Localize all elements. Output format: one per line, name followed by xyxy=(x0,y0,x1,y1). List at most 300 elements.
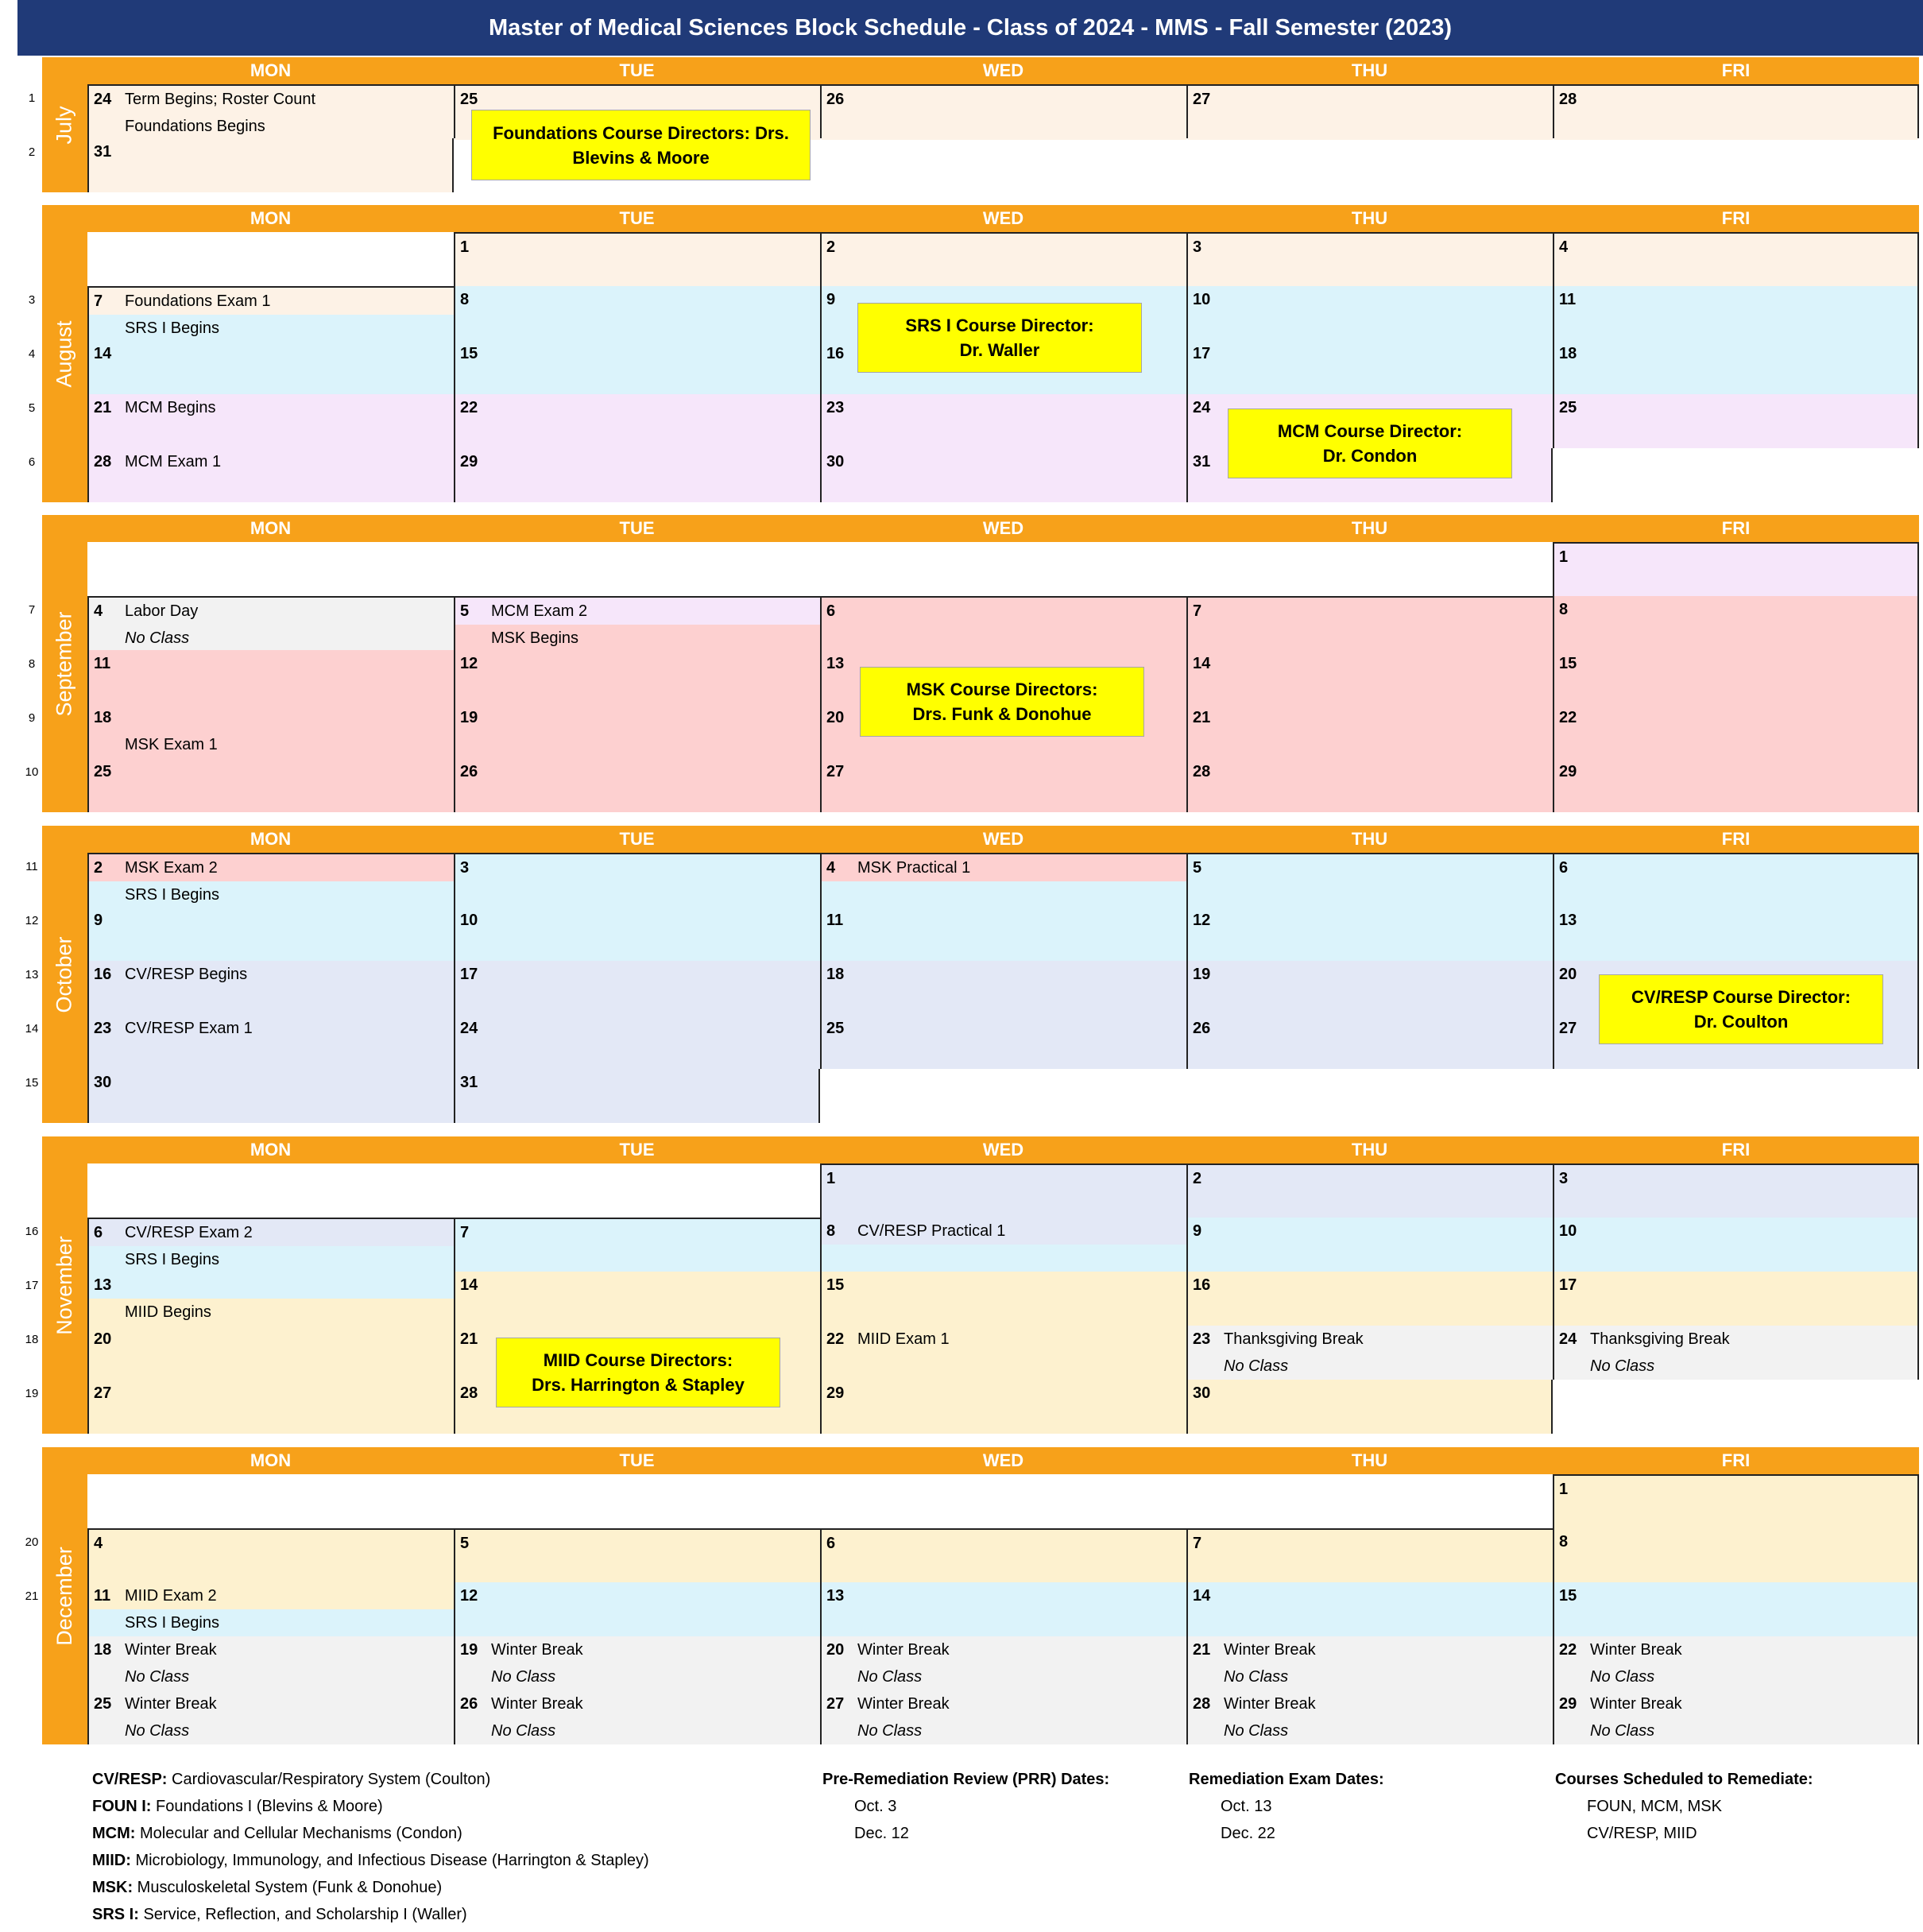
day-cell[interactable] xyxy=(1553,394,1919,448)
cell-band xyxy=(1188,785,1553,812)
day-number: 28 xyxy=(460,1384,478,1402)
day-number: 13 xyxy=(826,1587,845,1605)
cell-band xyxy=(455,261,820,288)
day-cell[interactable] xyxy=(820,394,1186,448)
cell-band xyxy=(455,704,820,731)
no-class-note: No Class xyxy=(1224,1357,1289,1375)
week-row xyxy=(28,596,1919,650)
day-cell[interactable] xyxy=(87,1636,454,1690)
course-director-callout-msk xyxy=(860,667,1144,737)
day-number: 15 xyxy=(826,1276,845,1294)
event-label: Winter Break xyxy=(125,1695,217,1713)
day-cell[interactable] xyxy=(1553,853,1919,907)
day-number: 21 xyxy=(1193,1641,1211,1659)
day-cell[interactable] xyxy=(1186,1015,1553,1069)
page-title: Master of Medical Sciences Block Schedule - Class of 2024 - MMS - Fall Semester (2023) xyxy=(17,0,1923,56)
callout-line: Drs. Funk & Donohue xyxy=(912,704,1092,724)
day-header-tue: TUE xyxy=(619,1450,655,1470)
day-cell[interactable] xyxy=(87,961,454,1015)
day-number: 21 xyxy=(94,399,112,416)
day-cell[interactable] xyxy=(454,1218,820,1272)
day-cell[interactable] xyxy=(1186,1272,1553,1326)
event-label: MSK Exam 2 xyxy=(125,859,218,877)
month-july xyxy=(0,57,1923,192)
day-number: 5 xyxy=(460,1535,470,1552)
cell-band xyxy=(455,421,820,448)
day-cell[interactable] xyxy=(1553,907,1919,961)
day-cell[interactable] xyxy=(454,1528,820,1582)
cell-band xyxy=(89,1407,454,1434)
day-cell[interactable] xyxy=(1186,596,1553,650)
day-cell[interactable] xyxy=(1553,1163,1919,1218)
day-cell[interactable] xyxy=(1553,650,1919,704)
cell-band xyxy=(455,1557,820,1584)
day-cell[interactable] xyxy=(87,1015,454,1069)
day-cell[interactable] xyxy=(1186,1218,1553,1272)
day-number: 22 xyxy=(460,399,478,416)
legend-courses-item: CV/RESP, MIID xyxy=(1587,1825,1697,1842)
day-cell[interactable] xyxy=(87,596,454,650)
day-cell[interactable] xyxy=(454,448,820,502)
week-number: 21 xyxy=(25,1589,39,1603)
day-cell[interactable] xyxy=(1186,758,1553,812)
day-number: 3 xyxy=(1193,238,1202,256)
day-number: 7 xyxy=(460,1224,470,1241)
day-cell[interactable] xyxy=(87,84,454,138)
day-header-thu: THU xyxy=(1351,518,1388,538)
day-cell[interactable] xyxy=(820,1582,1186,1636)
day-cell[interactable] xyxy=(87,1218,454,1272)
cell-band xyxy=(1188,1015,1553,1042)
day-cell[interactable] xyxy=(1553,340,1919,394)
cell-band xyxy=(822,234,1186,261)
day-number: 9 xyxy=(94,912,103,929)
month-name-text: September xyxy=(52,610,77,717)
abbreviation-meaning: Musculoskeletal System (Funk & Donohue) xyxy=(137,1879,443,1896)
event-label: MCM Exam 1 xyxy=(125,453,222,470)
day-cell[interactable] xyxy=(454,704,820,758)
day-cell[interactable] xyxy=(1553,596,1919,650)
day-cell[interactable] xyxy=(1186,704,1553,758)
day-number: 3 xyxy=(1559,1170,1569,1187)
event-label: Labor Day xyxy=(125,602,199,620)
day-cell[interactable] xyxy=(454,1690,820,1744)
day-cell[interactable] xyxy=(1186,84,1553,138)
day-number: 8 xyxy=(826,1222,836,1240)
day-number: 10 xyxy=(1559,1222,1577,1240)
day-cell[interactable] xyxy=(87,1272,454,1326)
no-class-note: No Class xyxy=(857,1722,923,1740)
course-director-callout-miid xyxy=(496,1338,780,1407)
week-number: 8 xyxy=(28,656,36,671)
event-label: Winter Break xyxy=(1224,1641,1316,1659)
month-tab xyxy=(42,57,87,192)
cell-band xyxy=(455,1096,818,1123)
day-cell[interactable] xyxy=(454,650,820,704)
day-cell[interactable] xyxy=(1553,232,1919,286)
day-cell[interactable] xyxy=(1553,84,1919,138)
day-number: 2 xyxy=(94,859,103,877)
day-cell[interactable] xyxy=(1553,1218,1919,1272)
day-cell[interactable] xyxy=(1186,232,1553,286)
cell-band xyxy=(1188,1299,1553,1326)
week-row xyxy=(25,1326,1919,1380)
day-cell[interactable] xyxy=(454,1272,820,1326)
day-cell[interactable] xyxy=(1186,1636,1553,1690)
day-number: 20 xyxy=(1559,966,1577,983)
day-cell[interactable] xyxy=(454,853,820,907)
week-number: 16 xyxy=(25,1224,39,1238)
event-label: CV/RESP Exam 1 xyxy=(125,1020,253,1037)
day-cell[interactable] xyxy=(87,1528,454,1582)
cell-band xyxy=(1554,113,1917,140)
day-cell[interactable] xyxy=(87,704,454,758)
cell-band xyxy=(1554,1476,1917,1503)
legend-prr-item: Oct. 3 xyxy=(854,1798,897,1815)
day-cell[interactable] xyxy=(87,1690,454,1744)
day-number: 1 xyxy=(826,1170,836,1187)
cell-band xyxy=(455,731,820,758)
abbreviation-meaning: Foundations I (Blevins & Moore) xyxy=(156,1798,383,1815)
day-cell[interactable] xyxy=(820,1163,1186,1218)
day-number: 20 xyxy=(94,1330,112,1348)
cell-band xyxy=(1188,1192,1553,1219)
day-cell[interactable] xyxy=(87,650,454,704)
cell-band xyxy=(1188,313,1553,340)
day-cell[interactable] xyxy=(87,853,454,907)
no-class-note: No Class xyxy=(1590,1668,1655,1686)
no-class-note: No Class xyxy=(491,1668,556,1686)
day-number: 12 xyxy=(460,1587,478,1605)
cell-band xyxy=(455,1609,820,1636)
cell-band xyxy=(455,1530,820,1557)
week-number: 3 xyxy=(28,292,36,307)
day-number: 14 xyxy=(460,1276,478,1294)
day-cell[interactable] xyxy=(1186,1528,1553,1582)
day-cell[interactable] xyxy=(1553,1326,1919,1380)
day-number: 23 xyxy=(826,399,845,416)
day-cell[interactable] xyxy=(820,232,1186,286)
cell-band xyxy=(89,421,454,448)
event-label: MSK Exam 1 xyxy=(125,736,218,753)
callout-line: Blevins & Moore xyxy=(572,147,710,168)
cell-band xyxy=(1188,286,1553,313)
week-number: 19 xyxy=(25,1386,39,1400)
event-label: Winter Break xyxy=(1224,1695,1316,1713)
day-cell[interactable] xyxy=(820,1015,1186,1069)
day-cell[interactable] xyxy=(87,340,454,394)
cell-band xyxy=(89,704,454,731)
day-number: 18 xyxy=(94,1641,112,1659)
cell-band xyxy=(1188,1407,1551,1434)
day-cell[interactable] xyxy=(87,907,454,961)
day-cell[interactable] xyxy=(454,961,820,1015)
day-cell[interactable] xyxy=(87,138,454,192)
day-number: 16 xyxy=(94,966,112,983)
day-number: 1 xyxy=(1559,548,1569,566)
cell-band xyxy=(455,1246,820,1273)
day-header-tue: TUE xyxy=(619,829,655,849)
day-cell[interactable] xyxy=(454,907,820,961)
week-row xyxy=(25,1069,1919,1123)
cell-band xyxy=(1554,394,1917,421)
cell-band xyxy=(1554,421,1917,448)
course-director-callout-mcm xyxy=(1228,408,1512,478)
cell-band xyxy=(1188,1557,1553,1584)
day-cell[interactable] xyxy=(454,1582,820,1636)
cell-band xyxy=(89,785,454,812)
week-row xyxy=(25,853,1919,907)
cell-band xyxy=(1188,1530,1553,1557)
day-cell[interactable] xyxy=(820,961,1186,1015)
cell-band xyxy=(822,1245,1186,1272)
day-number: 1 xyxy=(460,238,470,256)
day-number: 20 xyxy=(826,1641,845,1659)
day-cell[interactable] xyxy=(87,1069,454,1123)
cell-band xyxy=(455,86,820,113)
cell-band xyxy=(822,1042,1186,1069)
day-number: 20 xyxy=(826,709,845,726)
day-cell[interactable] xyxy=(1186,1326,1553,1380)
day-number: 14 xyxy=(94,345,112,362)
callout-line: MSK Course Directors: xyxy=(906,679,1098,699)
day-cell[interactable] xyxy=(820,1326,1186,1380)
day-header-thu: THU xyxy=(1351,208,1388,228)
event-label: SRS I Begins xyxy=(125,1251,219,1268)
week-row xyxy=(87,1474,1919,1528)
day-cell[interactable] xyxy=(1553,286,1919,340)
day-number: 23 xyxy=(1193,1330,1211,1348)
cell-band xyxy=(89,1096,454,1123)
cell-band xyxy=(89,138,452,165)
month-name-text: October xyxy=(52,935,77,1013)
day-cell[interactable] xyxy=(454,758,820,812)
cell-band xyxy=(1554,623,1917,650)
cell-band xyxy=(1554,234,1917,261)
day-number: 21 xyxy=(1193,709,1211,726)
day-cell[interactable] xyxy=(1553,1272,1919,1326)
day-header-thu: THU xyxy=(1351,829,1388,849)
day-number: 27 xyxy=(1193,91,1211,108)
callout-line: Dr. Coulton xyxy=(1693,1012,1789,1032)
day-cell[interactable] xyxy=(1186,1690,1553,1744)
cell-band xyxy=(89,1557,454,1584)
cell-band xyxy=(1188,340,1553,367)
day-cell[interactable] xyxy=(1186,650,1553,704)
event-label: SRS I Begins xyxy=(125,1614,219,1632)
cell-band xyxy=(822,1015,1186,1042)
cell-band xyxy=(89,934,454,961)
cell-band xyxy=(1554,571,1917,598)
event-label: SRS I Begins xyxy=(125,319,219,337)
day-number: 2 xyxy=(1193,1170,1202,1187)
week-row xyxy=(87,232,1919,286)
day-number: 4 xyxy=(826,859,836,877)
week-row xyxy=(25,1218,1919,1272)
day-cell[interactable] xyxy=(1553,542,1919,596)
day-cell[interactable] xyxy=(1553,1528,1919,1582)
day-cell[interactable] xyxy=(1186,1163,1553,1218)
cell-band xyxy=(1188,731,1553,758)
cell-band xyxy=(822,421,1186,448)
abbreviation-meaning: Molecular and Cellular Mechanisms (Condon) xyxy=(140,1825,462,1842)
day-cell[interactable] xyxy=(820,1218,1186,1272)
day-cell[interactable] xyxy=(1553,1690,1919,1744)
day-header-mon: MON xyxy=(250,518,292,538)
week-row xyxy=(28,448,1919,502)
cell-band xyxy=(455,234,820,261)
day-number: 10 xyxy=(460,912,478,929)
day-cell[interactable] xyxy=(454,340,820,394)
day-number: 4 xyxy=(1559,238,1569,256)
day-number: 8 xyxy=(1559,601,1569,618)
week-row xyxy=(87,1163,1919,1218)
cell-band xyxy=(1188,677,1553,704)
week-row xyxy=(25,1528,1919,1582)
event-label: Winter Break xyxy=(1590,1641,1682,1659)
week-number: 15 xyxy=(25,1075,39,1090)
cell-band xyxy=(455,650,820,677)
day-number: 22 xyxy=(1559,709,1577,726)
no-class-note: No Class xyxy=(857,1668,923,1686)
event-label: Winter Break xyxy=(491,1695,583,1713)
day-cell[interactable] xyxy=(820,448,1186,502)
day-cell[interactable] xyxy=(820,596,1186,650)
day-cell[interactable] xyxy=(454,1015,820,1069)
day-cell[interactable] xyxy=(1553,704,1919,758)
day-cell[interactable] xyxy=(820,1272,1186,1326)
day-number: 26 xyxy=(1193,1020,1211,1037)
day-cell[interactable] xyxy=(820,907,1186,961)
cell-band xyxy=(1188,625,1553,652)
day-cell[interactable] xyxy=(454,1069,820,1123)
day-cell[interactable] xyxy=(1553,1582,1919,1636)
callout-line: MIID Course Directors: xyxy=(543,1350,733,1370)
day-cell[interactable] xyxy=(454,232,820,286)
day-cell[interactable] xyxy=(87,1380,454,1434)
day-cell[interactable] xyxy=(1186,853,1553,907)
day-cell[interactable] xyxy=(820,853,1186,907)
event-label: Term Begins; Roster Count xyxy=(125,91,316,108)
cell-band xyxy=(1554,854,1917,881)
event-label: Thanksgiving Break xyxy=(1590,1330,1730,1348)
day-number: 3 xyxy=(460,859,470,877)
day-cell[interactable] xyxy=(1186,1380,1553,1434)
day-header-mon: MON xyxy=(250,829,292,849)
day-number: 14 xyxy=(1193,655,1211,672)
day-cell[interactable] xyxy=(1186,340,1553,394)
cell-band xyxy=(1188,1218,1553,1245)
week-row xyxy=(87,1690,1919,1744)
day-cell[interactable] xyxy=(454,1636,820,1690)
day-cell[interactable] xyxy=(87,1582,454,1636)
course-director-callout-foundations xyxy=(471,110,811,180)
cell-band xyxy=(1188,758,1553,785)
day-cell[interactable] xyxy=(454,394,820,448)
day-cell[interactable] xyxy=(87,286,454,340)
day-cell[interactable] xyxy=(820,84,1186,138)
cell-band xyxy=(1188,854,1553,881)
cell-band xyxy=(89,758,454,785)
day-cell[interactable] xyxy=(820,1690,1186,1744)
day-header-row xyxy=(87,205,1919,232)
cell-band xyxy=(1554,286,1917,313)
day-number: 12 xyxy=(460,655,478,672)
cell-band xyxy=(455,1299,820,1326)
cell-band xyxy=(455,313,820,340)
day-cell[interactable] xyxy=(87,758,454,812)
cell-band xyxy=(822,1192,1186,1219)
day-number: 11 xyxy=(826,912,844,929)
cell-band xyxy=(1554,1503,1917,1530)
day-number: 28 xyxy=(94,453,112,470)
week-number: 12 xyxy=(25,913,39,927)
week-number: 6 xyxy=(28,455,36,469)
day-cell[interactable] xyxy=(820,1636,1186,1690)
day-cell[interactable] xyxy=(1186,907,1553,961)
event-label: Winter Break xyxy=(125,1641,217,1659)
day-cell[interactable] xyxy=(1186,1582,1553,1636)
day-cell[interactable] xyxy=(87,448,454,502)
course-director-callout-srs xyxy=(857,303,1142,373)
day-cell[interactable] xyxy=(1553,1474,1919,1528)
event-label: MIID Exam 1 xyxy=(857,1330,950,1348)
day-cell[interactable] xyxy=(1186,961,1553,1015)
cell-band xyxy=(1554,1528,1917,1555)
cell-band xyxy=(455,1582,820,1609)
cell-band xyxy=(89,650,454,677)
day-cell[interactable] xyxy=(820,1528,1186,1582)
cell-band xyxy=(455,394,820,421)
event-label: SRS I Begins xyxy=(125,886,219,904)
day-cell[interactable] xyxy=(820,1380,1186,1434)
cell-band xyxy=(1554,785,1917,812)
day-header-fri: FRI xyxy=(1721,60,1751,80)
day-cell[interactable] xyxy=(1553,758,1919,812)
no-class-note: No Class xyxy=(1590,1722,1655,1740)
cell-band xyxy=(89,1530,454,1557)
event-label: Foundations Begins xyxy=(125,118,265,135)
day-cell[interactable] xyxy=(454,596,820,650)
day-cell[interactable] xyxy=(820,758,1186,812)
day-number: 7 xyxy=(1193,602,1202,620)
day-cell[interactable] xyxy=(87,394,454,448)
day-number: 26 xyxy=(460,1695,478,1713)
callout-line: SRS I Course Director: xyxy=(905,316,1094,335)
day-number: 7 xyxy=(1193,1535,1202,1552)
day-number: 27 xyxy=(826,1695,845,1713)
abbreviation: MSK: xyxy=(92,1879,133,1896)
cell-band xyxy=(89,367,454,394)
day-number: 29 xyxy=(460,453,478,470)
day-number: 9 xyxy=(826,291,836,308)
day-cell[interactable] xyxy=(87,1326,454,1380)
day-number: 29 xyxy=(1559,763,1577,780)
day-number: 13 xyxy=(826,655,845,672)
cell-band xyxy=(455,1219,820,1246)
cell-band xyxy=(455,961,820,988)
cell-band xyxy=(89,1380,454,1407)
day-cell[interactable] xyxy=(1553,1636,1919,1690)
day-number: 24 xyxy=(94,91,112,108)
week-row xyxy=(87,542,1919,596)
day-cell[interactable] xyxy=(454,286,820,340)
cell-band xyxy=(1554,907,1917,934)
day-number: 30 xyxy=(94,1074,112,1091)
day-number: 18 xyxy=(94,709,112,726)
day-cell[interactable] xyxy=(1186,286,1553,340)
day-header-mon: MON xyxy=(250,208,292,228)
